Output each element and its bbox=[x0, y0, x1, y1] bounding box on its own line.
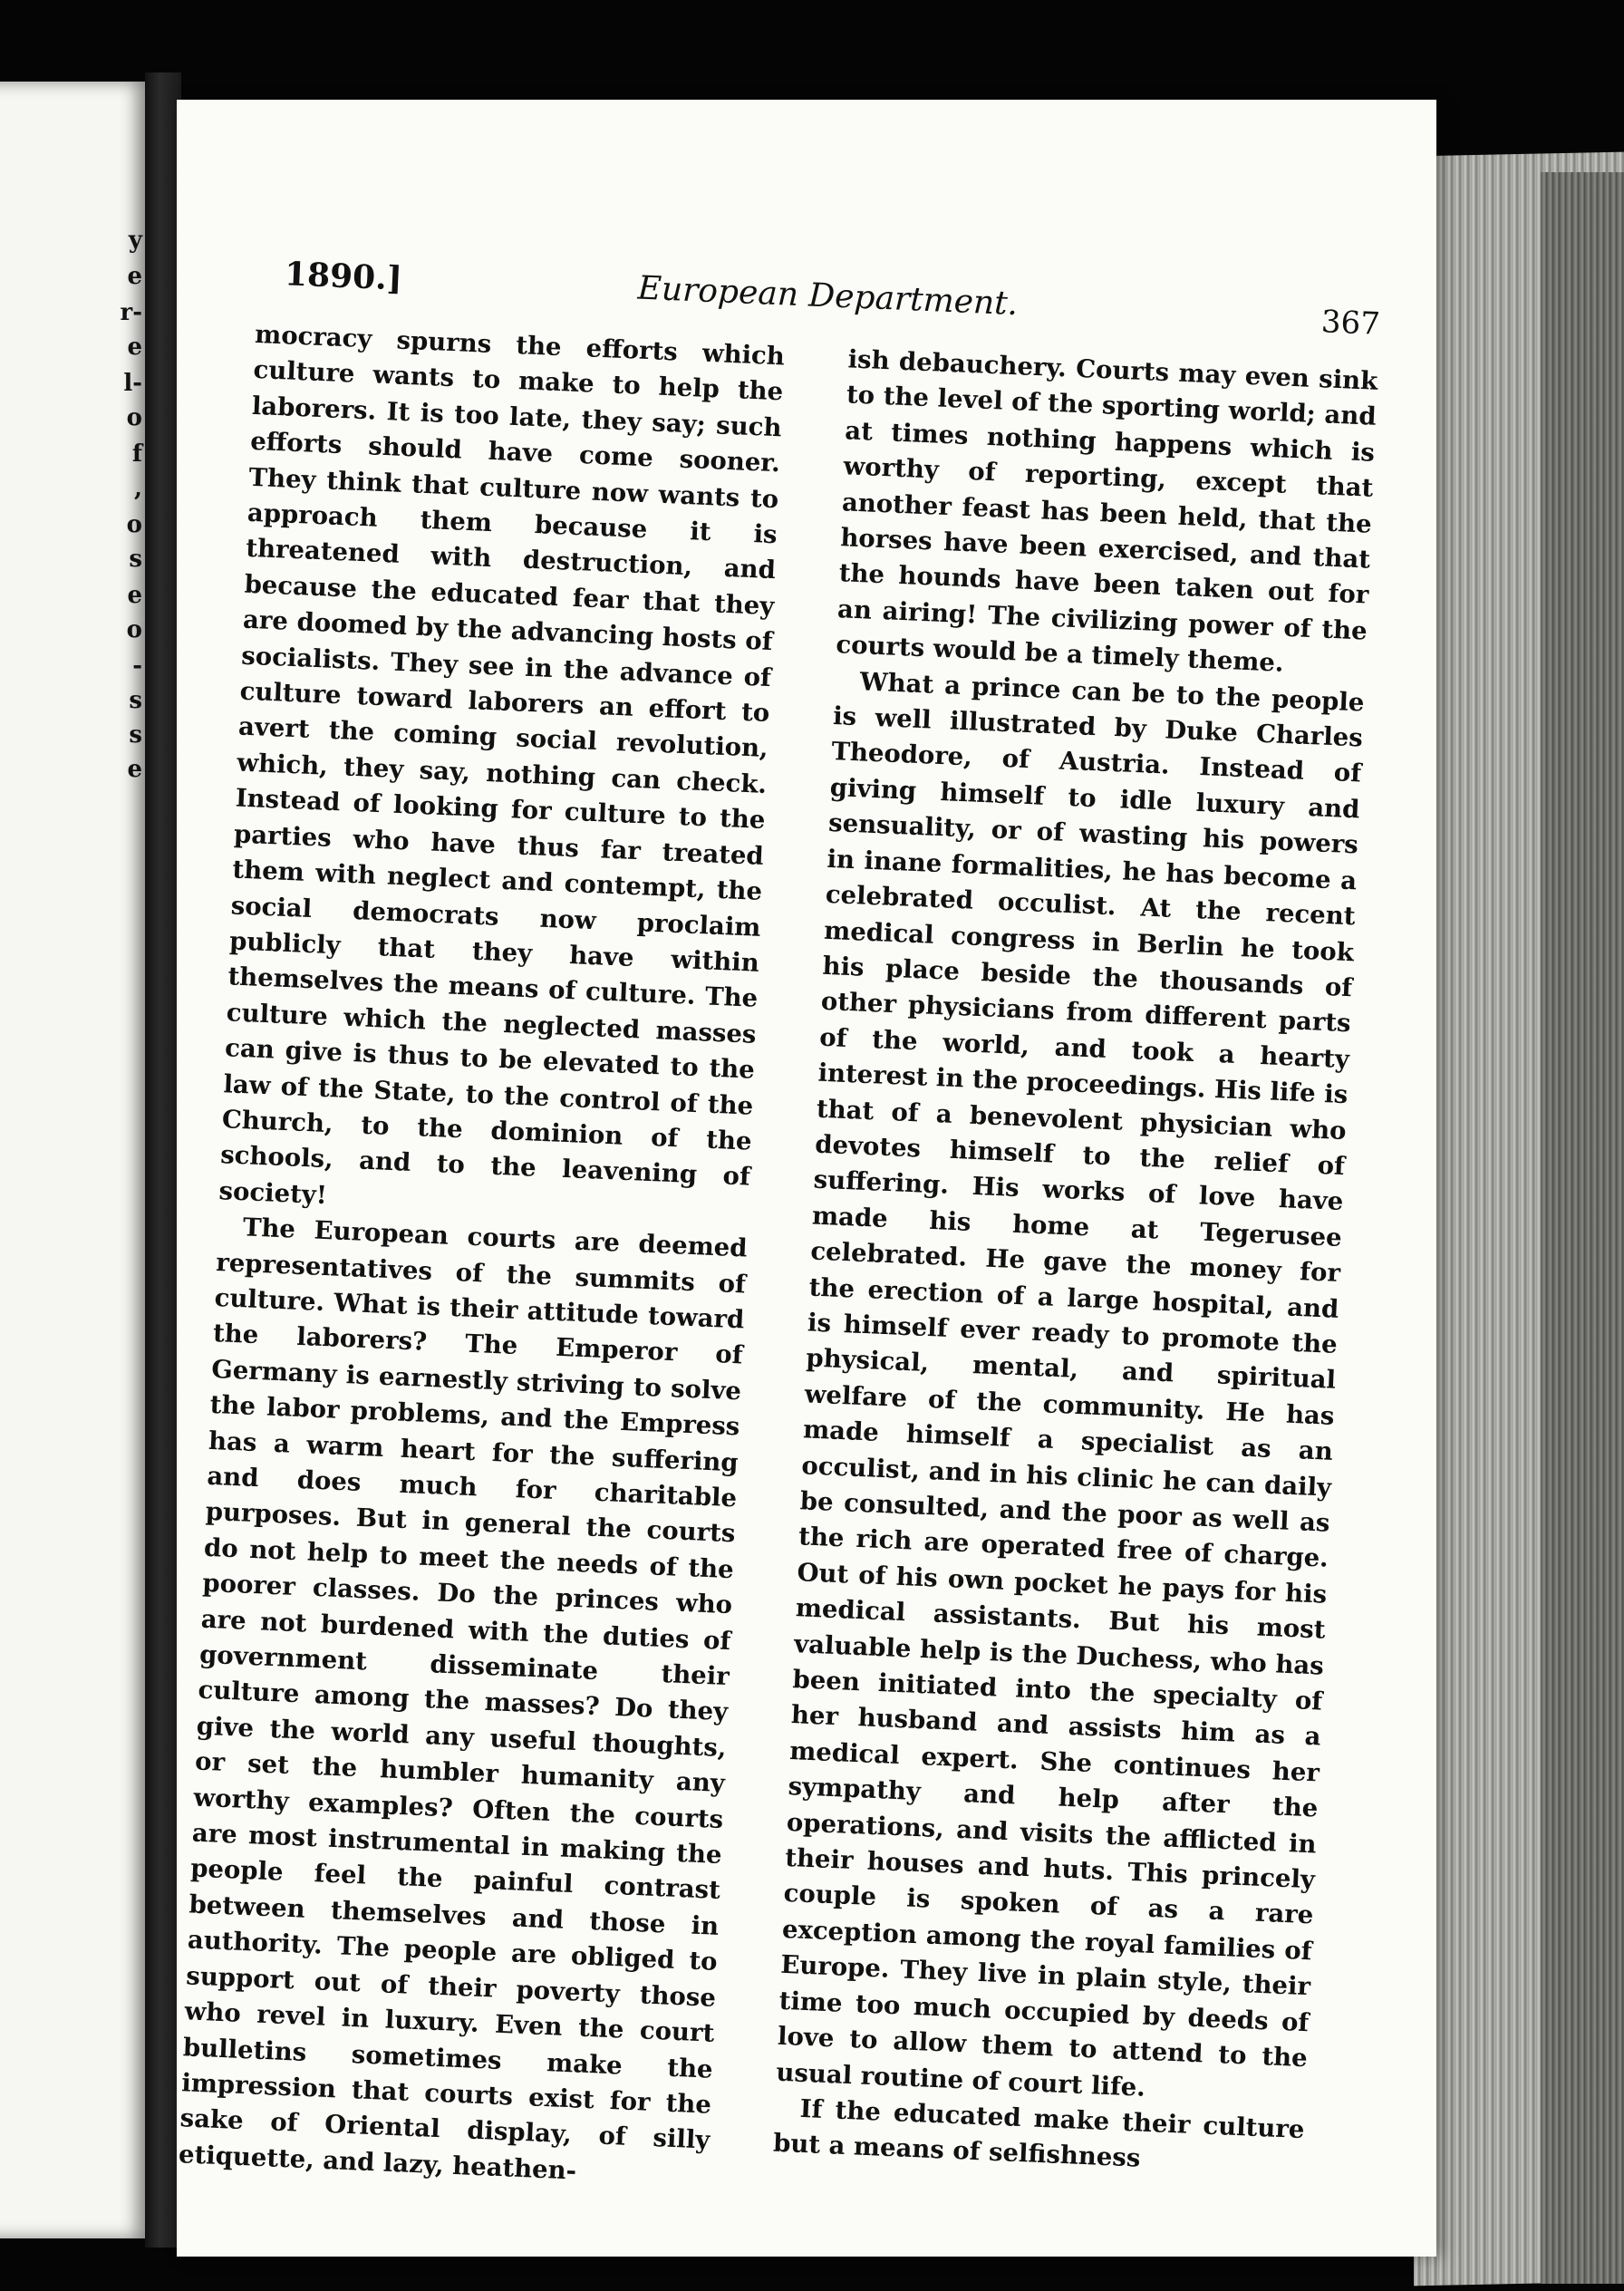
left-page-fragment: e bbox=[127, 582, 142, 609]
left-page-fragment: o bbox=[126, 616, 142, 643]
left-page-fragment: r- bbox=[120, 299, 142, 326]
paragraph: What a prince can be to the people is well illustrated by Duke Charles Theodore, of Austria. Instead of giving himself to idle luxury and sensuality, or of wasting his powers in inane formalities, he has become a celebrated occulist. At the recent medical congress in Berlin he took his place beside the thousands of other physicians from different parts of the world, and took a hearty interest in the proceedings. His life is that of a benevolent physician who devotes himself to the relief of suffering. His works of love have made his home at Tegerusee celebrated. He gave the money for the erection of a large hospital, and is himself ever ready to promote the physical, mental, and spiritual welfare of the community. He has made himself a specialist as an occulist, and in his clinic he can daily be consulted, and the poor as well as the rich are operated free of charge. Out of his own pocket he pays for his medical assistants. But his most valuable help is the Duchess, who has been initiated into the specialty of her husband and assists him as a medical expert. She continues her sympathy and help after the operations, and visits the afflicted in their houses and huts. This princely couple is spoken of as a rare exception among the royal families of Europe. They live in plain style, their time too much occupied by deeds of love to allow them to attend to the usual routine of court life. bbox=[775, 666, 1366, 2102]
left-page-fragment: o bbox=[126, 404, 142, 431]
left-facing-page bbox=[0, 82, 150, 2238]
left-page-fragment: - bbox=[132, 652, 142, 680]
left-page-fragment: e bbox=[127, 334, 142, 361]
paragraph: mocracy spurns the efforts which culture wants to make to help the laborers. It is too late, they say; such efforts should have come sooner. They think that culture now wants to approach them because it is threatened with destruction, and because the educated fear that they are doomed by the advancing hosts of socialists. They see in the advance of culture toward laborers an effort to avert the coming social revolution, which, they say, nothing can check. Instead of looking for culture to the parties who have thus far treated them with neglect and contempt, the social democrats now proclaim publicly that they have within themselves the means of culture. The culture which the neglected masses can give is thus to be elevated to the law of the State, to the control of the Church, to the dominion of the schools, and to the leavening of society! bbox=[218, 319, 786, 1210]
page-stack-shadow bbox=[1541, 172, 1624, 2284]
page-number: 367 bbox=[1320, 304, 1381, 343]
right-column bbox=[771, 342, 1378, 2219]
left-page-fragment: s bbox=[129, 721, 142, 749]
book-gutter bbox=[145, 72, 181, 2248]
left-page-fragment: f bbox=[131, 440, 142, 468]
running-head-title: European Department. bbox=[636, 269, 1019, 324]
paragraph: The European courts are deemed representatives of the summits of culture. What is their attitude toward the laborers? The Emperor of Germany is earnestly striving to solve the labor problems, and the Empress has a warm heart for the suffering and does much for charitable purposes. But in general the courts do not help to meet the needs of the poorer classes. Do the princes who are not burdened with the duties of government disseminate their culture among the masses? Do they give the world any useful thoughts, or set the humbler humanity any worthy examples? Often the courts are most instrumental in making the people feel the painful contrast between themselves and those in authority. The people are obliged to support out of their poverty those who revel in luxury. Even the court bulletins sometimes make the impression that courts exist for the sake of Oriental display, of silly etiquette, and lazy, heathen- bbox=[178, 1213, 749, 2186]
paragraph: ish debauchery. Courts may even sink to the level of the sporting world; and at times nothing happens which is worthy of reporting, except that another feast has been held, that the horses have been exercised, and that the hounds have been taken out for an airing! The civilizing power of the courts would be a timely theme. bbox=[835, 344, 1378, 679]
text-columns bbox=[178, 317, 1378, 2219]
left-page-fragment: e bbox=[127, 263, 142, 290]
left-page-fragment: , bbox=[133, 475, 142, 502]
left-page-fragment: l- bbox=[123, 370, 142, 397]
left-column bbox=[178, 317, 785, 2195]
right-page bbox=[177, 100, 1436, 2257]
left-page-fragment: y bbox=[128, 227, 142, 254]
page-content bbox=[178, 254, 1381, 2219]
paragraph: If the educated make their culture but a means of selfishness bbox=[772, 2093, 1305, 2173]
left-page-fragment: e bbox=[127, 756, 142, 783]
left-page-fragment: s bbox=[129, 546, 142, 573]
left-page-fragment: o bbox=[126, 511, 142, 538]
running-head-year: 1890.] bbox=[284, 255, 403, 298]
left-page-fragment: s bbox=[129, 687, 142, 714]
